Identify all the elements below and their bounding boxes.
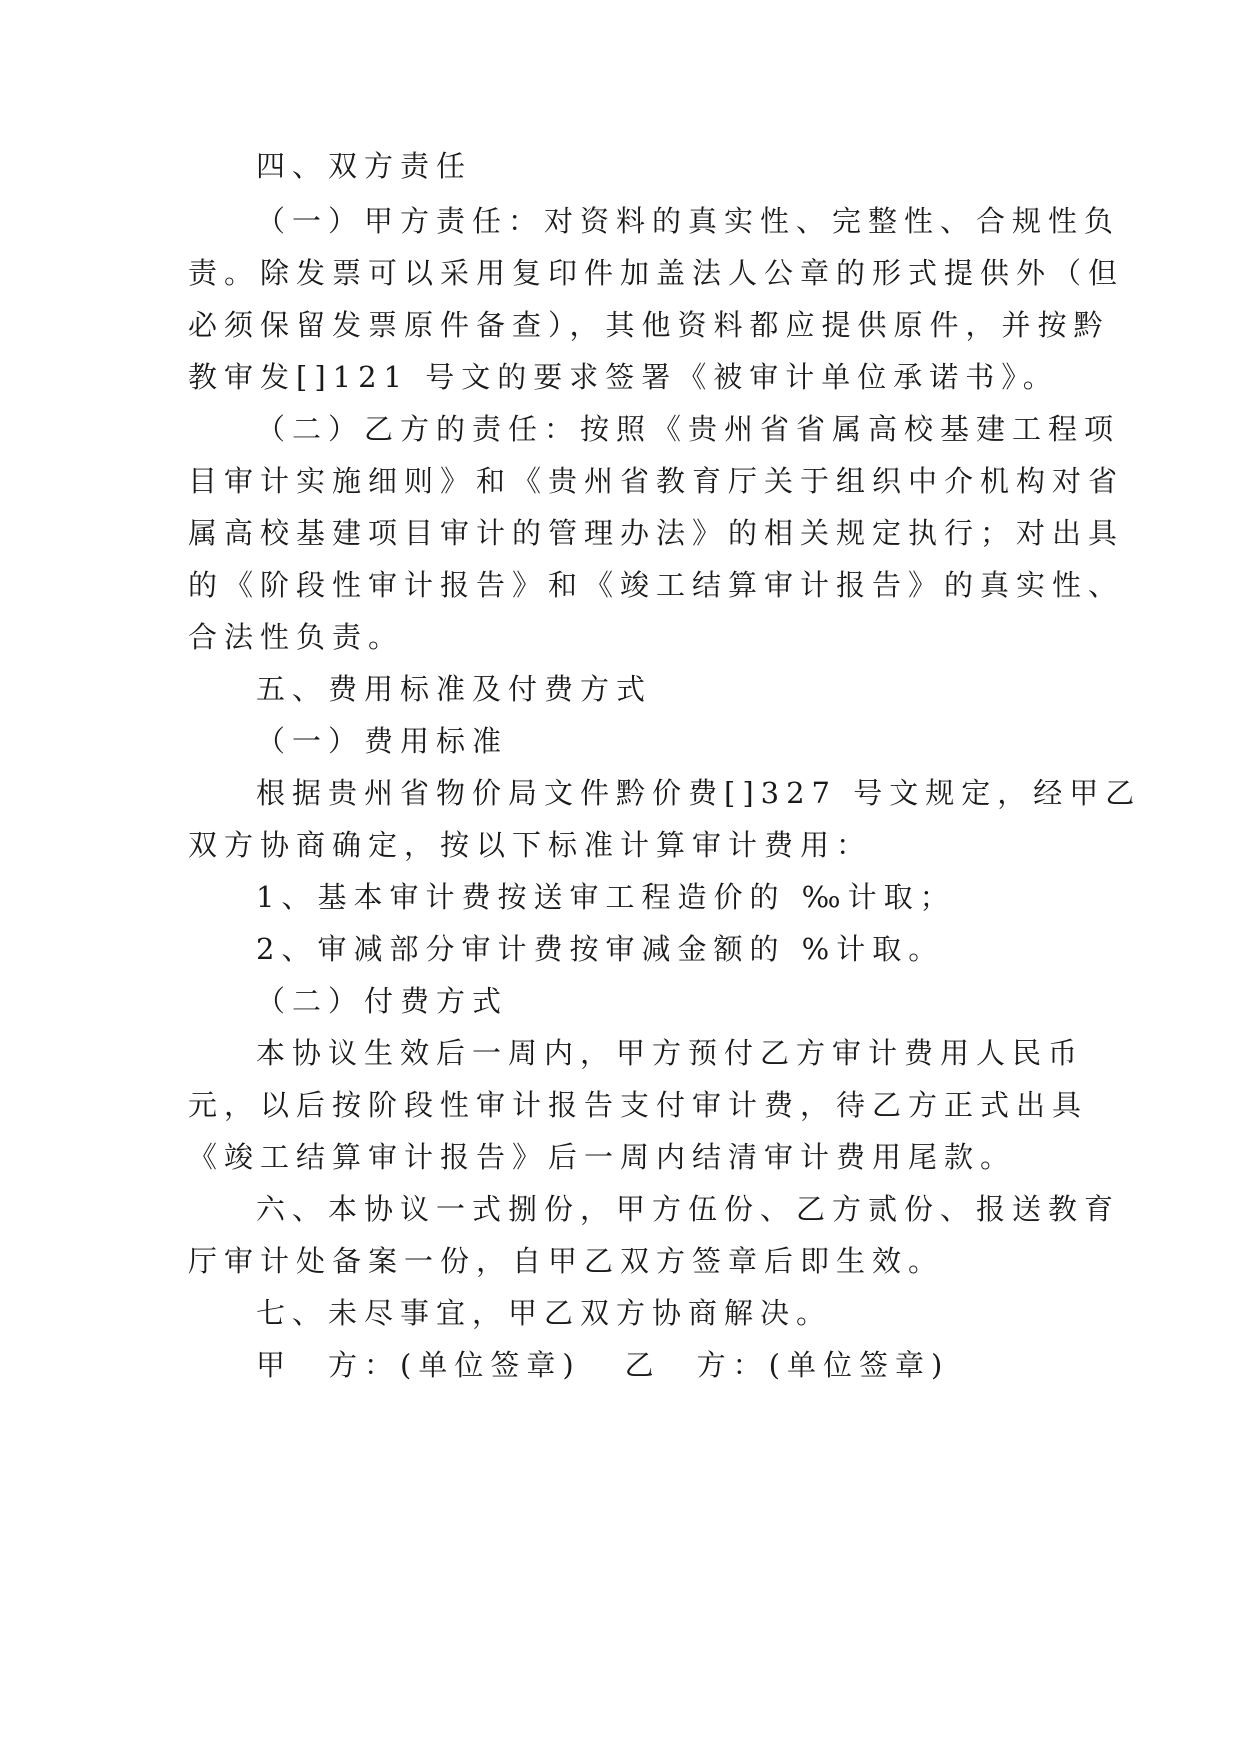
subsection-heading: （一）费用标准 bbox=[256, 724, 509, 758]
paragraph-line: （一）甲方责任：对资料的真实性、完整性、合规性负 bbox=[256, 204, 1121, 238]
party-a-signature: 甲 方：(单位签章) bbox=[256, 1348, 581, 1382]
list-item: 1、基本审计费按送审工程造价的 ‰计取； bbox=[256, 880, 956, 914]
paragraph-line: 目审计实施细则》和《贵州省教育厅关于组织中介机构对省 bbox=[188, 464, 1125, 498]
paragraph-line: 属高校基建项目审计的管理办法》的相关规定执行；对出具 bbox=[188, 516, 1125, 550]
paragraph-line: 根据贵州省物价局文件黔价费[]327 号文规定，经甲乙 bbox=[256, 776, 1142, 810]
paragraph-line: 七、未尽事宜，甲乙双方协商解决。 bbox=[256, 1296, 833, 1330]
paragraph-line: 六、本协议一式捌份，甲方伍份、乙方贰份、报送教育 bbox=[256, 1192, 1121, 1226]
paragraph-line: 的《阶段性审计报告》和《竣工结算审计报告》的真实性、 bbox=[188, 568, 1125, 602]
paragraph-line: 合法性负责。 bbox=[188, 620, 405, 654]
paragraph-line: 《竣工结算审计报告》后一周内结清审计费用尾款。 bbox=[188, 1140, 1017, 1174]
paragraph-line: 责。除发票可以采用复印件加盖法人公章的形式提供外（但 bbox=[188, 256, 1125, 290]
section-heading-responsibilities: 四、双方责任 bbox=[256, 149, 473, 183]
party-b-signature: 乙 方：(单位签章) bbox=[624, 1348, 950, 1382]
list-item: 2、审减部分审计费按审减金额的 %计取。 bbox=[256, 932, 945, 966]
paragraph-line: （二）乙方的责任：按照《贵州省省属高校基建工程项 bbox=[256, 412, 1121, 446]
paragraph-line: 本协议生效后一周内，甲方预付乙方审计费用人民币 bbox=[256, 1036, 1085, 1070]
section-heading-fees: 五、费用标准及付费方式 bbox=[256, 672, 653, 706]
paragraph-line: 双方协商确定，按以下标准计算审计费用： bbox=[188, 828, 873, 862]
paragraph-line: 教审发[]121 号文的要求签署《被审计单位承诺书》。 bbox=[188, 360, 1059, 394]
paragraph-line: 元，以后按阶段性审计报告支付审计费，待乙方正式出具 bbox=[188, 1088, 1089, 1122]
signature-line bbox=[256, 1336, 1088, 1394]
paragraph-line: 必须保留发票原件备查），其他资料都应提供原件，并按黔 bbox=[188, 308, 1110, 342]
subsection-heading: （二）付费方式 bbox=[256, 984, 509, 1018]
paragraph-line: 厅审计处备案一份，自甲乙双方签章后即生效。 bbox=[188, 1244, 945, 1278]
